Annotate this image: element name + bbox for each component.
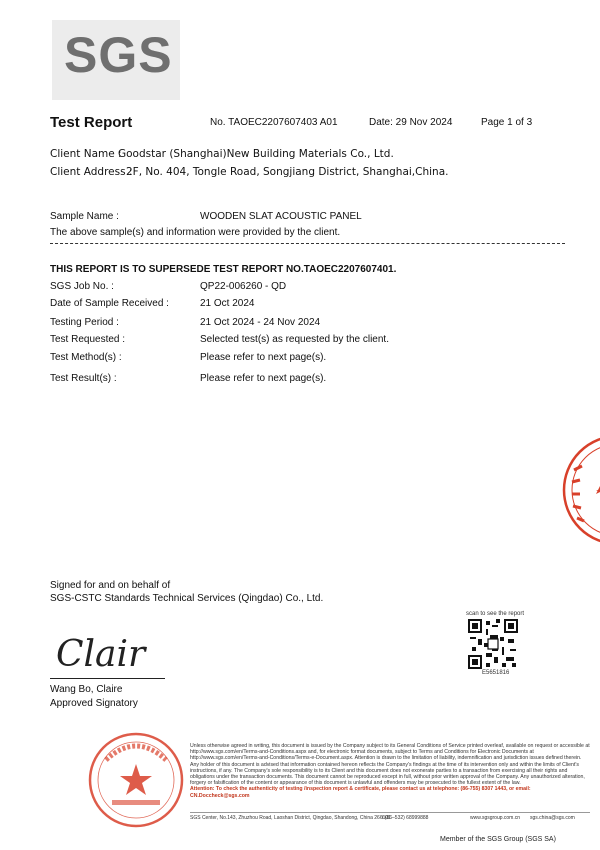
signatory-name: Wang Bo, Claire: [50, 684, 123, 695]
footer-divider: [190, 812, 590, 813]
divider: [50, 243, 565, 244]
disclaimer-text: Unless otherwise agreed in writing, this document is issued by the Company subject to its General Conditions of Service printed overleaf, available on request or accessible at http://www.sgs.com/en/Terms-and-Conditions.aspx and, for electronic format documents, subject to Terms and Conditions for Electronic Documents at http://www.sgs.com/en/Terms-and-Conditions/Terms-e-Document.aspx. Attention is drawn to the limitation of liability, indemnification and jurisdiction issues defined therein. Any holder of this document is advised that information contained hereon reflects the Company's findings at the time of its intervention only and within the limits of Client's instructions, if any. The Company's sole responsibility is to its Client and this document does not exonerate parties to a transaction from exercising all their rights and obligations under the transaction documents. This document cannot be reproduced except in full, without prior written approval of the Company. Any unauthorized alteration, forgery or falsification of the content or appearance of this document is unlawful and offenders may be prosecuted to the fullest extent of the law.: [190, 743, 590, 787]
field-label: Test Requested :: [50, 334, 126, 345]
legal-disclaimer: [190, 743, 590, 799]
footer-address: SGS Center, No.143, Zhuzhou Road, Laoshan District, Qingdao, Shandong, China 266101: [190, 815, 391, 821]
sample-name-value: WOODEN SLAT ACOUSTIC PANEL: [200, 211, 362, 222]
qr-code-number: E5651816: [482, 670, 510, 676]
field-label: SGS Job No. :: [50, 281, 114, 292]
field-label: Date of Sample Received :: [50, 298, 169, 309]
client-name-value: Goodstar (Shanghai)New Building Materials Co., Ltd.: [118, 148, 394, 160]
client-address-label: Client Address :: [50, 166, 133, 178]
qr-code-icon[interactable]: [468, 619, 518, 669]
field-value: 21 Oct 2024: [200, 298, 255, 309]
sample-note: The above sample(s) and information were provided by the client.: [50, 227, 341, 238]
report-title: Test Report: [50, 114, 133, 131]
sample-name-label: Sample Name :: [50, 211, 119, 222]
signature-line: [50, 678, 165, 679]
field-label: Test Result(s) :: [50, 373, 117, 384]
field-value: QP22-006260 - QD: [200, 281, 287, 292]
field-value: Selected test(s) as requested by the client.: [200, 334, 389, 345]
client-name-label: Client Name :: [50, 148, 122, 160]
sgs-logo-text: SGS: [64, 27, 173, 83]
field-value: Please refer to next page(s).: [200, 352, 327, 363]
signature: [50, 628, 170, 680]
signatory-title: Approved Signatory: [50, 698, 138, 709]
report-number: No. TAOEC2207607403 A01: [210, 117, 338, 128]
page-number: Page 1 of 3: [481, 117, 533, 128]
field-label: Test Method(s) :: [50, 352, 122, 363]
client-address-value: 2F, No. 404, Tongle Road, Songjiang District, Shanghai,China.: [126, 166, 449, 178]
company-seal: [86, 730, 186, 830]
signed-on-behalf: Signed for and on behalf of: [50, 580, 171, 591]
sgs-group-member: Member of the SGS Group (SGS SA): [440, 836, 556, 843]
company-seal-right: [560, 430, 600, 550]
footer-phone: t (86–532) 68999888: [382, 815, 429, 821]
qr-caption: scan to see the report: [466, 611, 525, 617]
field-value: Please refer to next page(s).: [200, 373, 327, 384]
signing-company: SGS-CSTC Standards Technical Services (Qingdao) Co., Ltd.: [50, 593, 324, 604]
report-date: Date: 29 Nov 2024: [369, 117, 453, 128]
footer-website[interactable]: www.sgsgroup.com.cn: [470, 815, 521, 821]
authenticity-notice[interactable]: Attention: To check the authenticity of testing /inspection report & certificate, please contact us at telephone: (86-755) 8307 1443, or email: CN.Doccheck@sgs.com: [190, 786, 531, 799]
supersede-notice: THIS REPORT IS TO SUPERSEDE TEST REPORT NO.TAOEC2207607401.: [50, 264, 397, 275]
field-label: Testing Period :: [50, 317, 119, 328]
signature-text: Clair: [56, 634, 146, 675]
footer-email[interactable]: sgs.china@sgs.com: [530, 815, 575, 821]
field-value: 21 Oct 2024 - 24 Nov 2024: [200, 317, 321, 328]
